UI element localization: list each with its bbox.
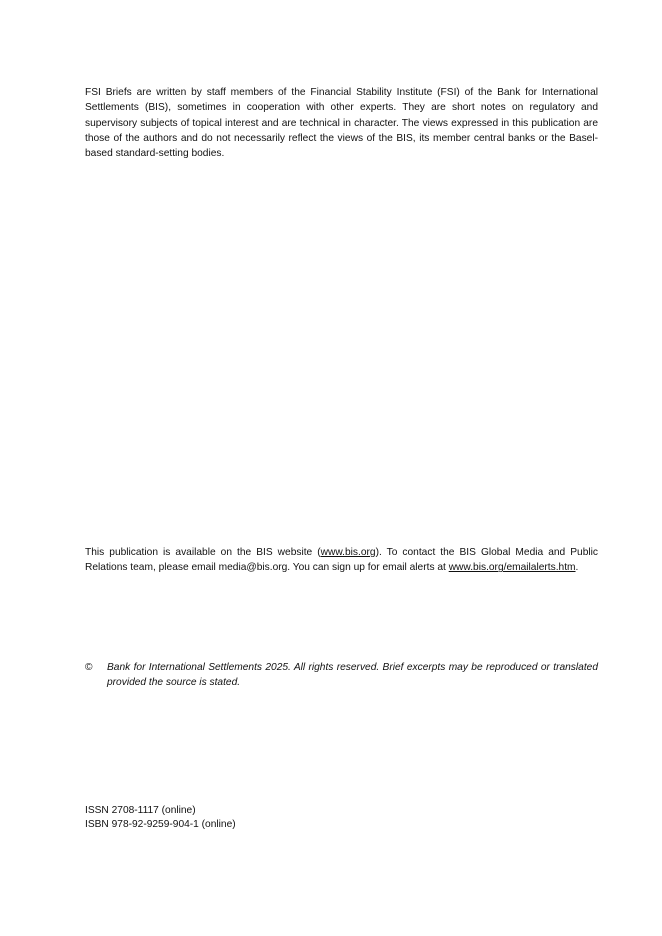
availability-text-middle: ). To contact the BIS Global Media and Public Relations team, please email media@bis.org. You can sign up for email alerts at xyxy=(85,547,598,574)
copyright-icon: © xyxy=(85,662,93,673)
publication-identifiers xyxy=(85,804,236,832)
availability-paragraph xyxy=(85,545,598,576)
copyright-notice xyxy=(85,660,598,691)
copyright-text: Bank for International Settlements 2025. All rights reserved. Brief excerpts may be reproduced or translated provided the source is stated. xyxy=(107,662,598,689)
availability-text-end: . xyxy=(575,562,579,574)
issn-number: ISSN 2708-1117 (online) xyxy=(85,805,196,816)
bis-website-link[interactable]: www.bis.org xyxy=(320,547,376,558)
availability-text-start: This publication is available on the BIS website ( xyxy=(85,547,321,558)
email-alerts-link[interactable]: www.bis.org/emailalerts.htm xyxy=(448,562,576,574)
disclaimer-paragraph: FSI Briefs are written by staff members of the Financial Stability Institute (FSI) of the Bank for International Settlements (BIS), sometimes in cooperation with other experts. They are short notes on regulatory and supervisory subjects of topical interest and are technical in character. The views expressed in this publication are those of the authors and do not necessarily reflect the views of the BIS, its member central banks or the Basel-based standard-setting bodies. xyxy=(85,87,598,160)
isbn-number: ISBN 978-92-9259-904-1 (online) xyxy=(85,819,236,830)
